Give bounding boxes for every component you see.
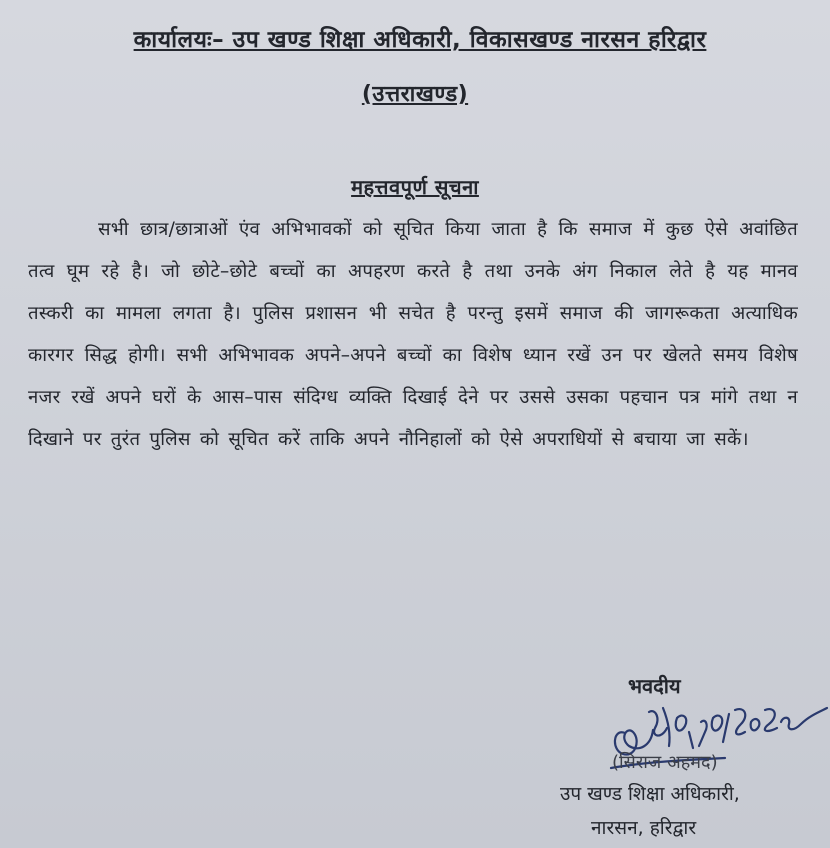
notice-title: महत्तवपूर्ण सूचना [351,175,479,199]
signatory-name: (सिराज अहमद) [612,752,718,773]
signatory-location: नारसन, हरिद्वार [591,817,697,839]
closing-salutation: भवदीय [628,674,681,698]
notice-body: सभी छात्र/छात्राओं एंव अभिभावकों को सूचित किया जाता है कि समाज में कुछ ऐसे अवांछित तत्व घूम रहे है। जो छोटे–छोटे बच्चों का अपहरण करते है तथा उनके अंग निकाल लेते है यह मानव तस्करी का मामला लगता है। पुलिस प्रशासन भी सचेत है परन्तु इसमें समाज की जागरूकता अत्याधिक कारगर सिद्ध होगी। सभी अभिभावक अपने–अपने बच्चों का विशेष ध्यान रखें उन पर खेलते समय विशेष नजर रखें अपने घरों के आस–पास संदिग्ध व्यक्ति दिखाई देने पर उससे उसका पहचान पत्र मांगे तथा न दिखाने पर तुरंत पुलिस को सूचित करें ताकि अपने नौनिहालों को ऐसे अपराधियों से बचाया जा सकें। [28,219,798,450]
office-header: कार्यालयः– उप खण्ड शिक्षा अधिकारी, विकासखण्ड नारसन हरिद्वार [133,27,707,53]
signatory-designation: उप खण्ड शिक्षा अधिकारी, [560,783,740,805]
state-header: (उत्तराखण्ड) [361,82,469,107]
